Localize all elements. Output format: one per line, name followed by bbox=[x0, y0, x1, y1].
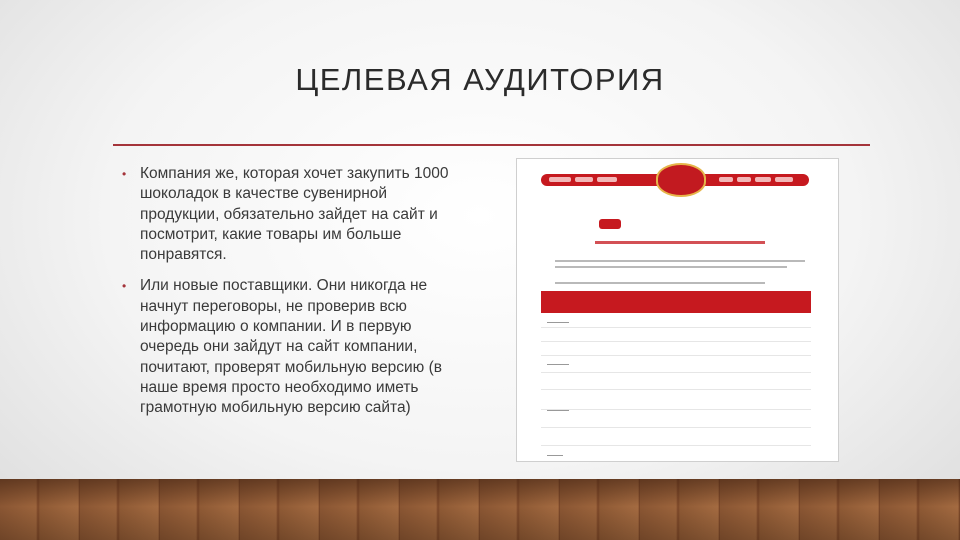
row-divider bbox=[541, 389, 811, 390]
site-tab bbox=[704, 219, 725, 229]
site-tab bbox=[599, 219, 621, 229]
title-divider bbox=[113, 144, 870, 146]
site-logo bbox=[656, 163, 706, 197]
row-divider bbox=[541, 372, 811, 373]
bullet-list bbox=[114, 164, 449, 430]
text-line bbox=[555, 260, 805, 262]
row-divider bbox=[541, 427, 811, 428]
table-header bbox=[541, 291, 811, 313]
text-line bbox=[555, 266, 787, 268]
row-divider bbox=[541, 355, 811, 356]
website-screenshot bbox=[516, 158, 839, 462]
row-divider bbox=[541, 445, 811, 446]
bullet-text: Или новые поставщики. Они никогда не начнут переговоры, не проверив всю информацию о компании. И в первую очередь они зайдут на сайт компании, почитают, проверят мобильную версию (в наше время просто необходимо иметь грамотную мобильную версию сайта) bbox=[140, 277, 443, 417]
site-tabs bbox=[599, 212, 734, 230]
bullet-marker: • bbox=[122, 167, 127, 181]
row-divider bbox=[541, 327, 811, 328]
wooden-floor bbox=[0, 479, 960, 540]
bullet-text: Компания же, которая хочет закупить 1000 шоколадок в качестве сувенирной продукции, обязательно зайдет на сайт и посмотрит, какие товары им больше понравятся. bbox=[140, 165, 449, 264]
site-tab bbox=[670, 219, 689, 229]
row-divider bbox=[541, 409, 811, 410]
bullet-item bbox=[114, 276, 449, 418]
table-cell bbox=[547, 455, 563, 456]
text-line bbox=[555, 282, 765, 284]
row-divider bbox=[541, 341, 811, 342]
table-cell bbox=[547, 410, 569, 411]
bullet-marker: • bbox=[122, 279, 127, 294]
site-heading bbox=[595, 241, 765, 244]
table-cell bbox=[547, 364, 569, 365]
table-cell bbox=[547, 322, 569, 323]
bullet-item bbox=[114, 164, 449, 265]
site-tab bbox=[635, 219, 656, 229]
slide-title: ЦЕЛЕВАЯ АУДИТОРИЯ bbox=[295, 62, 665, 97]
